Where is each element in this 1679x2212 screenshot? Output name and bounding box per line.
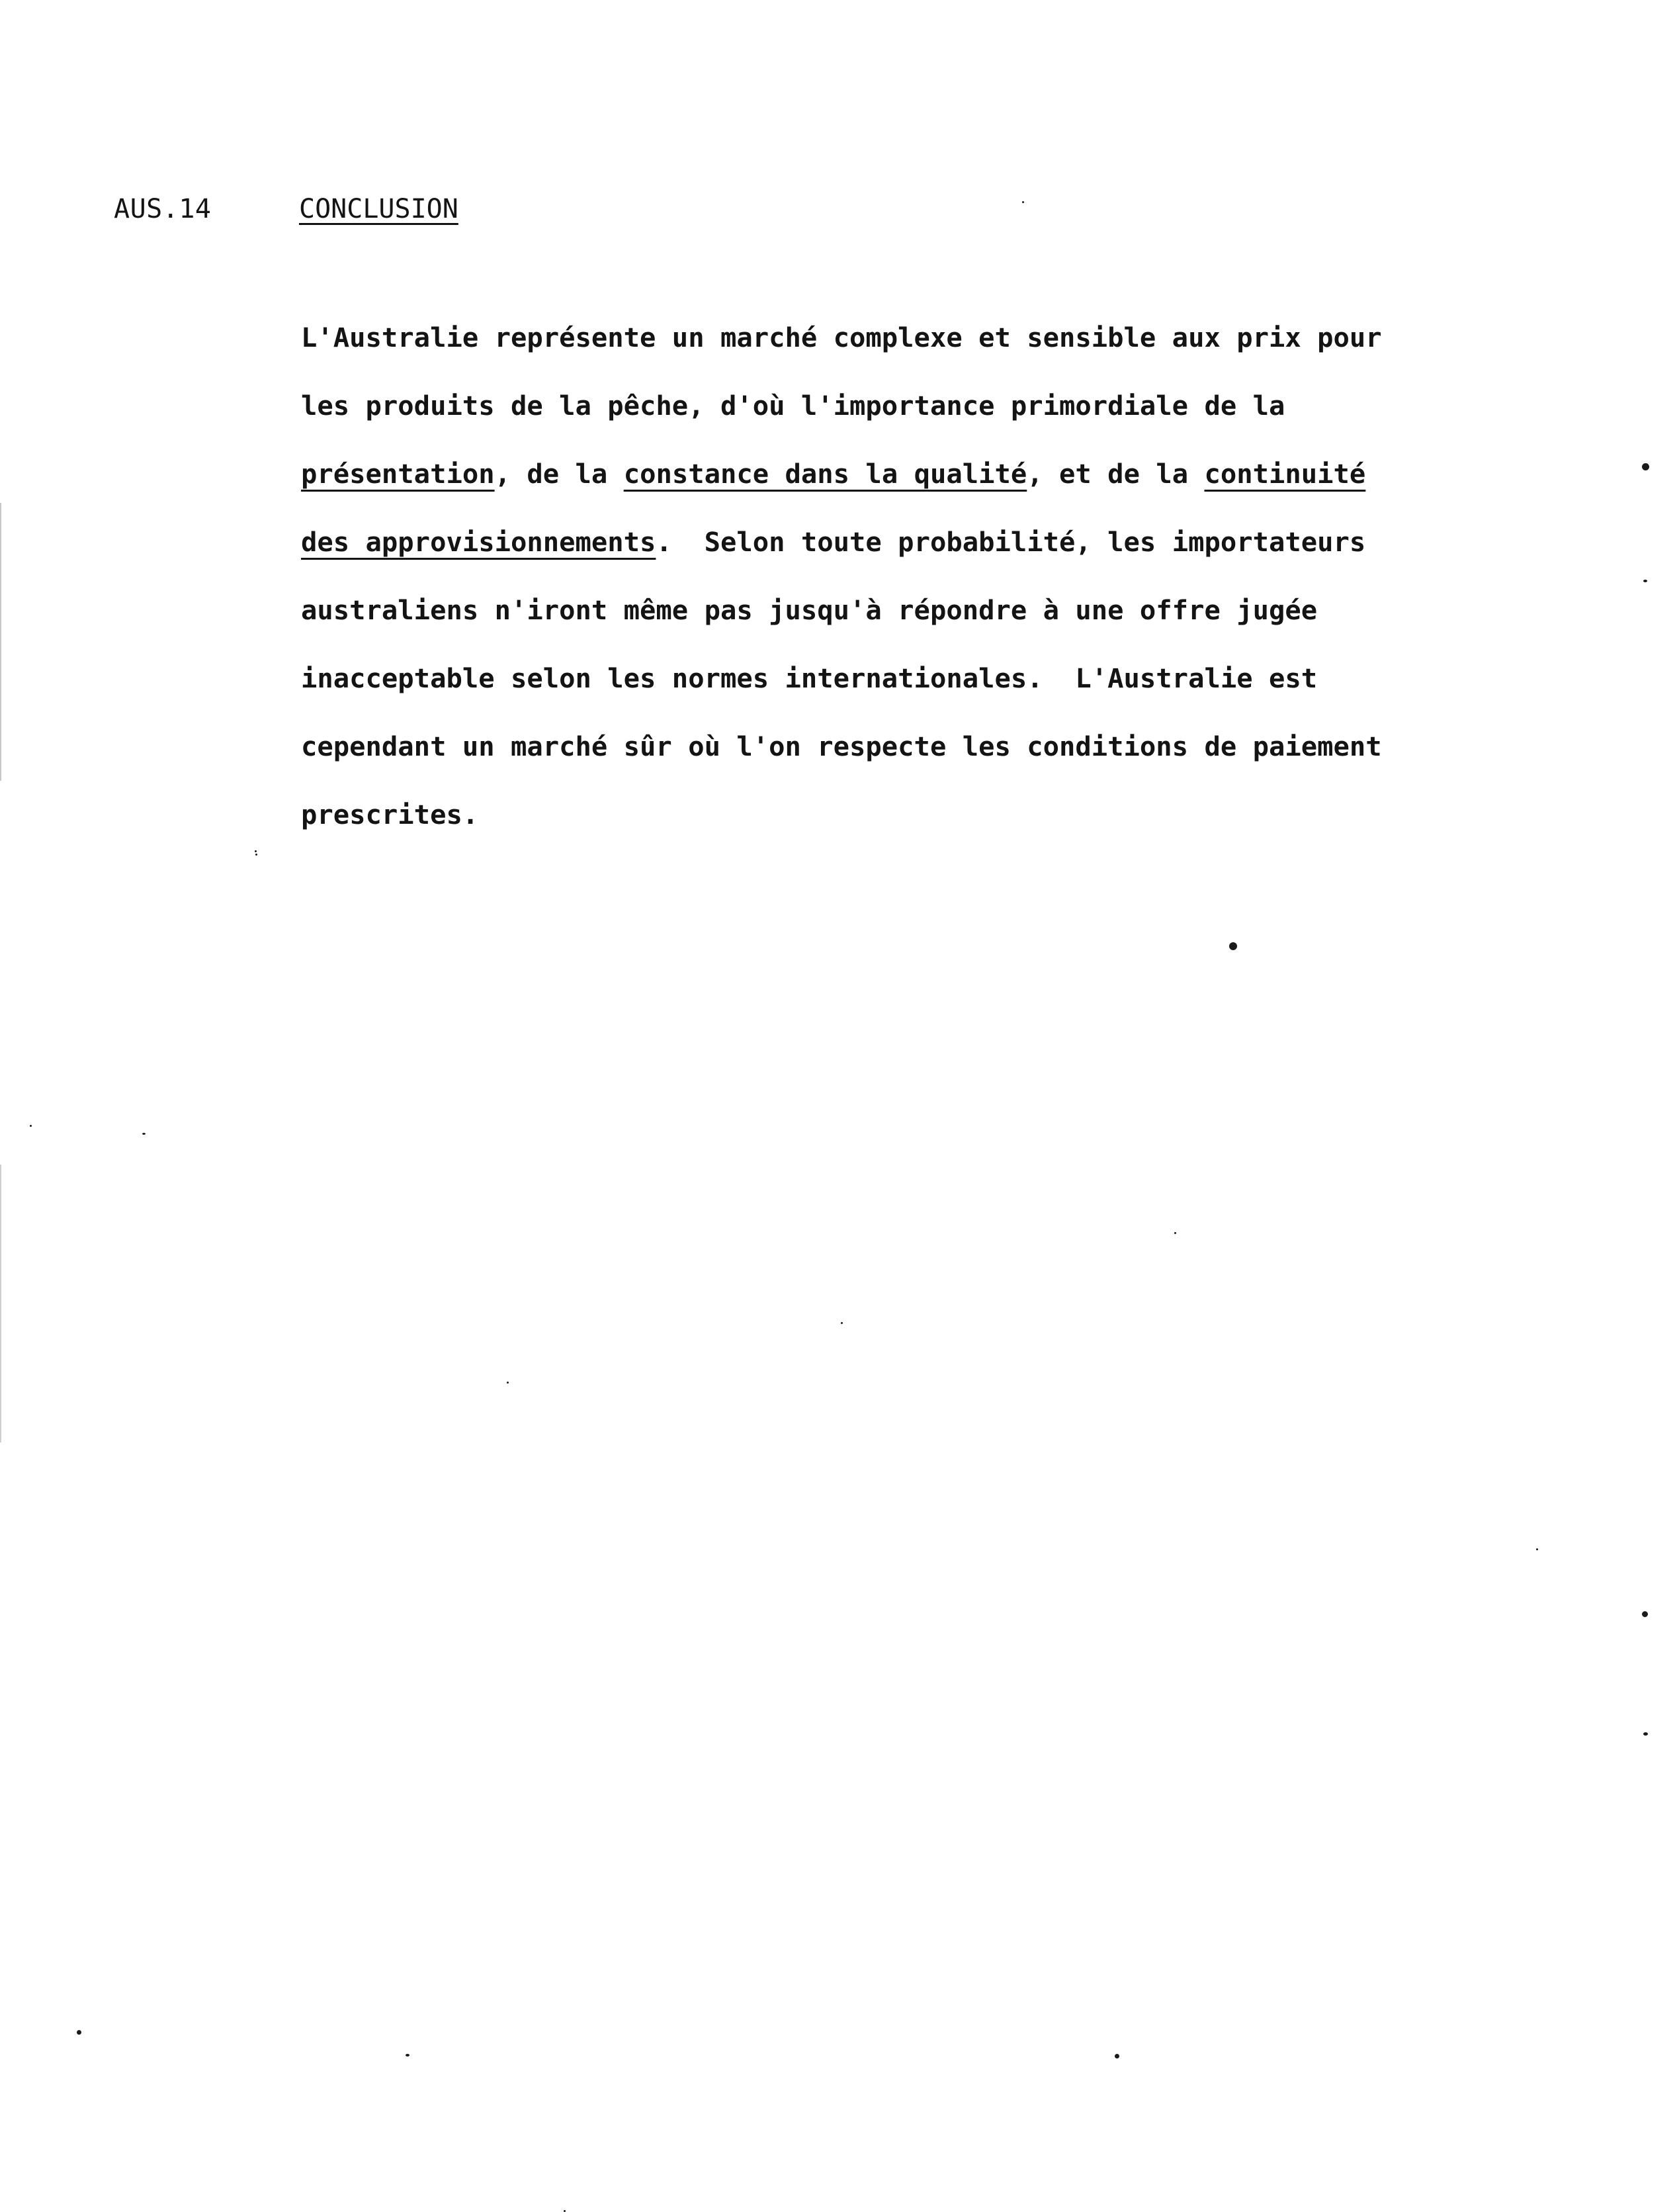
paragraph-text: L'Australie représente un marché complexe et sensible aux prix pour bbox=[301, 322, 1382, 353]
scan-speck bbox=[142, 1133, 146, 1135]
paragraph-line bbox=[301, 390, 1439, 458]
paragraph-text: prescrites. bbox=[301, 799, 479, 830]
paragraph-text: inacceptable selon les normes internationales. L'Australie est bbox=[301, 662, 1318, 694]
paragraph-line bbox=[301, 526, 1439, 594]
scan-speck bbox=[507, 1382, 509, 1384]
paragraph-text: , et de la bbox=[1027, 458, 1205, 490]
underlined-term-presentation: présentation bbox=[301, 458, 495, 490]
scan-edge bbox=[0, 1165, 1, 1442]
paragraph-text: cependant un marché sûr où l'on respecte les conditions de paiement bbox=[301, 730, 1382, 762]
scan-speck bbox=[255, 854, 257, 856]
underlined-term-quality: constance dans la qualité bbox=[623, 458, 1027, 490]
paragraph-line bbox=[301, 594, 1439, 662]
paragraph-text: les produits de la pêche, d'où l'importance primordiale de la bbox=[301, 390, 1285, 421]
scan-speck bbox=[1229, 942, 1237, 950]
scan-speck bbox=[1115, 2054, 1119, 2058]
scan-speck bbox=[1536, 1548, 1538, 1550]
scan-speck bbox=[30, 1125, 32, 1127]
scan-speck bbox=[1022, 201, 1024, 203]
scan-speck bbox=[255, 850, 257, 852]
underlined-term-supplies: des approvisionnements bbox=[301, 526, 656, 558]
paragraph-text: , de la bbox=[494, 458, 624, 490]
paragraph-line bbox=[301, 458, 1439, 526]
paragraph-text: australiens n'iront même pas jusqu'à répondre à une offre jugée bbox=[301, 594, 1318, 626]
scan-speck bbox=[1642, 1611, 1648, 1617]
scan-speck bbox=[1174, 1232, 1176, 1234]
scan-speck bbox=[406, 2054, 409, 2057]
section-title: CONCLUSION bbox=[299, 194, 458, 224]
scan-speck bbox=[841, 1322, 843, 1324]
paragraph-line bbox=[301, 322, 1439, 390]
scan-edge bbox=[0, 503, 1, 781]
section-number: AUS.14 bbox=[114, 194, 212, 224]
paragraph-line bbox=[301, 799, 1439, 867]
scan-speck bbox=[77, 2030, 81, 2035]
conclusion-paragraph bbox=[301, 322, 1439, 867]
scan-speck bbox=[1643, 1732, 1648, 1736]
underlined-term-continuity: continuité bbox=[1204, 458, 1366, 490]
scan-speck bbox=[1643, 580, 1647, 582]
scan-speck bbox=[1642, 463, 1649, 470]
paragraph-line bbox=[301, 730, 1439, 799]
paragraph-line bbox=[301, 662, 1439, 730]
paragraph-text: . Selon toute probabilité, les importateurs bbox=[656, 526, 1366, 558]
